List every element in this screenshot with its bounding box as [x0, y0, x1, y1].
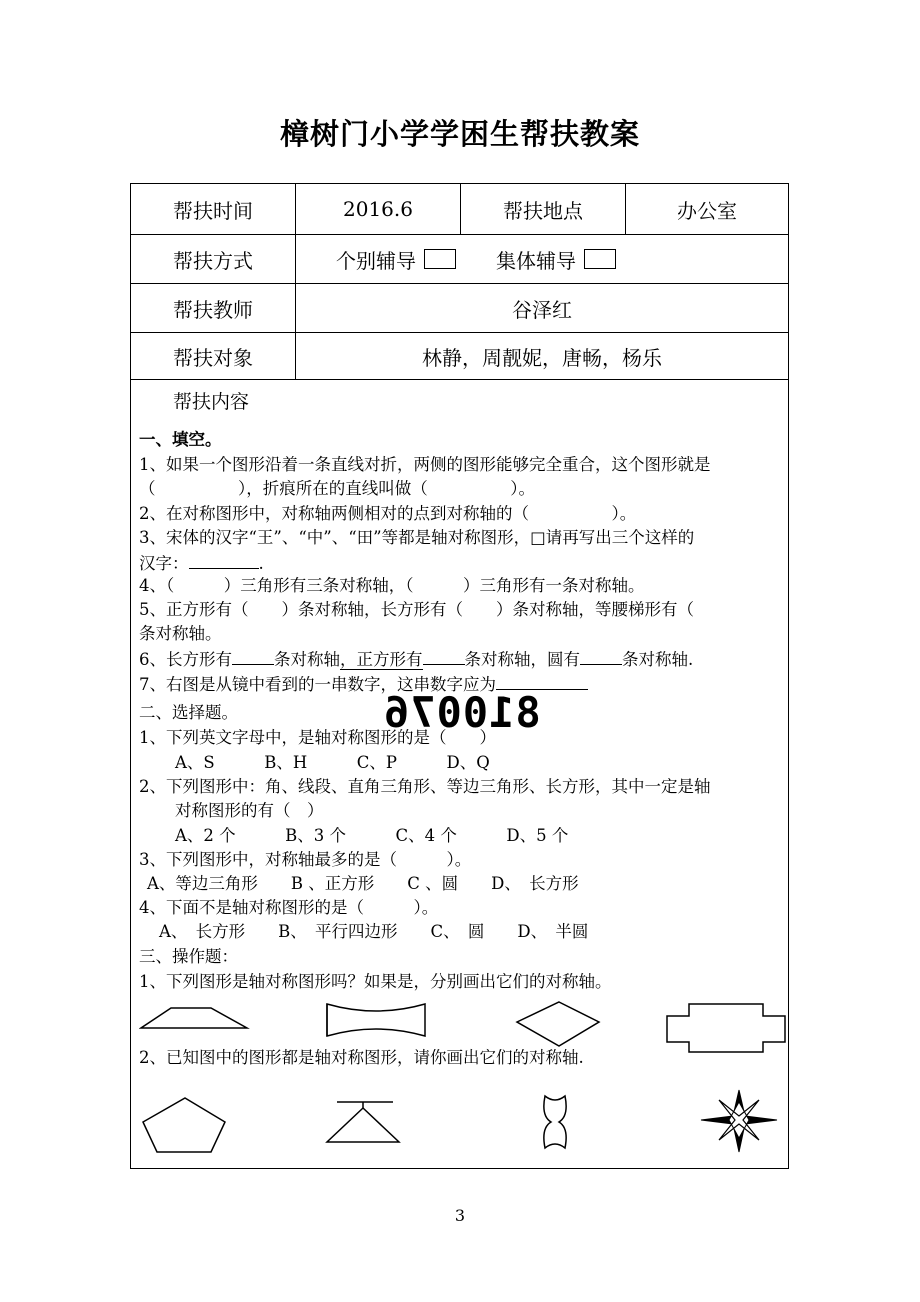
q3-line-b: [139, 552, 264, 574]
row-target: [131, 333, 788, 380]
q2-line: 2、在对称图形中，对称轴两侧相对的点到对称轴的（ ）。: [139, 504, 637, 523]
q5-line-b: 条对称轴。: [139, 624, 222, 643]
q6-line: [139, 648, 693, 670]
group-checkbox[interactable]: [584, 249, 616, 269]
page-number: 3: [454, 1206, 466, 1225]
q6-part1: 6、长方形有: [139, 650, 232, 669]
q6-part3: ，正方形有: [340, 650, 423, 669]
section3-heading: 三、操作题：: [139, 947, 238, 966]
s2-q4-options: A、 长方形 B、 平行四边形 C、 圆 D、 半圆: [159, 922, 589, 941]
q3-end: .: [258, 554, 264, 573]
q1-line-b: （ ），折痕所在的直线叫做（ ）。: [139, 479, 535, 498]
s2-q1-options: A、S B、H C、P D、Q: [175, 753, 490, 772]
curved-shape-figure: [525, 1092, 585, 1154]
triangle-with-bar-figure: [323, 1090, 403, 1150]
mirror-digits: 810076: [383, 688, 541, 737]
s3-q2: 2、已知图中的图形都是轴对称图形，请你画出它们的对称轴.: [139, 1048, 584, 1067]
row-teacher: [131, 284, 788, 333]
s2-q2-options: A、2 个 B、3 个 C、4 个 D、5 个: [175, 826, 569, 845]
content-label: 帮扶内容: [173, 391, 250, 413]
page-title: 樟树门小学学困生帮扶教案: [279, 117, 640, 151]
row-time-place: [131, 184, 788, 235]
s2-q3-options: A、等边三角形 B 、正方形 C 、圆 D、 长方形: [147, 874, 579, 893]
s2-q1: 1、下列英文字母中，是轴对称图形的是（ ）: [139, 728, 496, 747]
individual-checkbox[interactable]: [424, 249, 456, 269]
s3-q1: 1、下列图形是轴对称图形吗？如果是，分别画出它们的对称轴。: [139, 972, 612, 991]
place-value: 办公室: [677, 198, 737, 223]
q3-hanzi-label: 汉字：: [139, 554, 189, 573]
q6-blank-circle[interactable]: [580, 648, 622, 665]
section1-heading: 一、填空。: [139, 430, 222, 449]
row-method: [131, 235, 788, 284]
compass-star-figure: [697, 1086, 781, 1156]
s2-q3: 3、下列图形中，对称轴最多的是（ ）。: [139, 850, 472, 869]
pentagon-figure: [139, 1092, 231, 1156]
q6-part4: 条对称轴，圆有: [464, 650, 580, 669]
trapezoid-figure: [139, 1000, 259, 1042]
bowtie-figure: [321, 1000, 441, 1040]
lesson-plan-table: [130, 183, 789, 1169]
teacher-value: 谷泽红: [512, 297, 572, 322]
q5-line-a: 5、正方形有（ ）条对称轴，长方形有（ ）条对称轴，等腰梯形有（: [139, 600, 694, 619]
q4-line: 4、（ ）三角形有三条对称轴，（ ）三角形有一条对称轴。: [139, 576, 645, 595]
q7-text: 7、右图是从镜中看到的一串数字，这串数字应为: [139, 675, 496, 694]
method-label: 帮扶方式: [131, 235, 296, 283]
place-label: 帮扶地点: [461, 184, 626, 234]
time-value: 2016.6: [296, 184, 461, 234]
teacher-label: 帮扶教师: [131, 284, 296, 332]
target-label: 帮扶对象: [131, 333, 296, 379]
section2-heading: 二、选择题。: [139, 703, 238, 722]
s2-q4: 4、下面不是轴对称图形的是（ ）。: [139, 898, 439, 917]
q6-part2: 条对称轴: [274, 650, 340, 669]
method-options: [296, 235, 788, 283]
method-group-label: 集体辅导: [496, 248, 576, 273]
target-value: 林静，周靓妮，唐畅，杨乐: [422, 345, 662, 370]
q6-blank-rect[interactable]: [232, 648, 274, 665]
q1-line-a: 1、如果一个图形沿着一条直线对折，两侧的图形能够完全重合，这个图形就是: [139, 455, 711, 474]
q6-blank-square[interactable]: [423, 648, 465, 665]
content-area: [131, 380, 788, 1168]
s2-q2-b: 对称图形的有（ ）: [175, 801, 324, 820]
cross-shape-figure: [665, 1000, 789, 1062]
time-label: 帮扶时间: [131, 184, 296, 234]
method-individual-label: 个别辅导: [336, 248, 416, 273]
s2-q2-a: 2、下列图形中：角、线段、直角三角形、等边三角形、长方形，其中一定是轴: [139, 777, 711, 796]
q3-line-a: 3、宋体的汉字“王”、“中”、“田”等都是轴对称图形，□请再写出三个这样的: [139, 528, 695, 547]
q6-part5: 条对称轴.: [622, 650, 694, 669]
q3-blank[interactable]: [189, 552, 259, 569]
